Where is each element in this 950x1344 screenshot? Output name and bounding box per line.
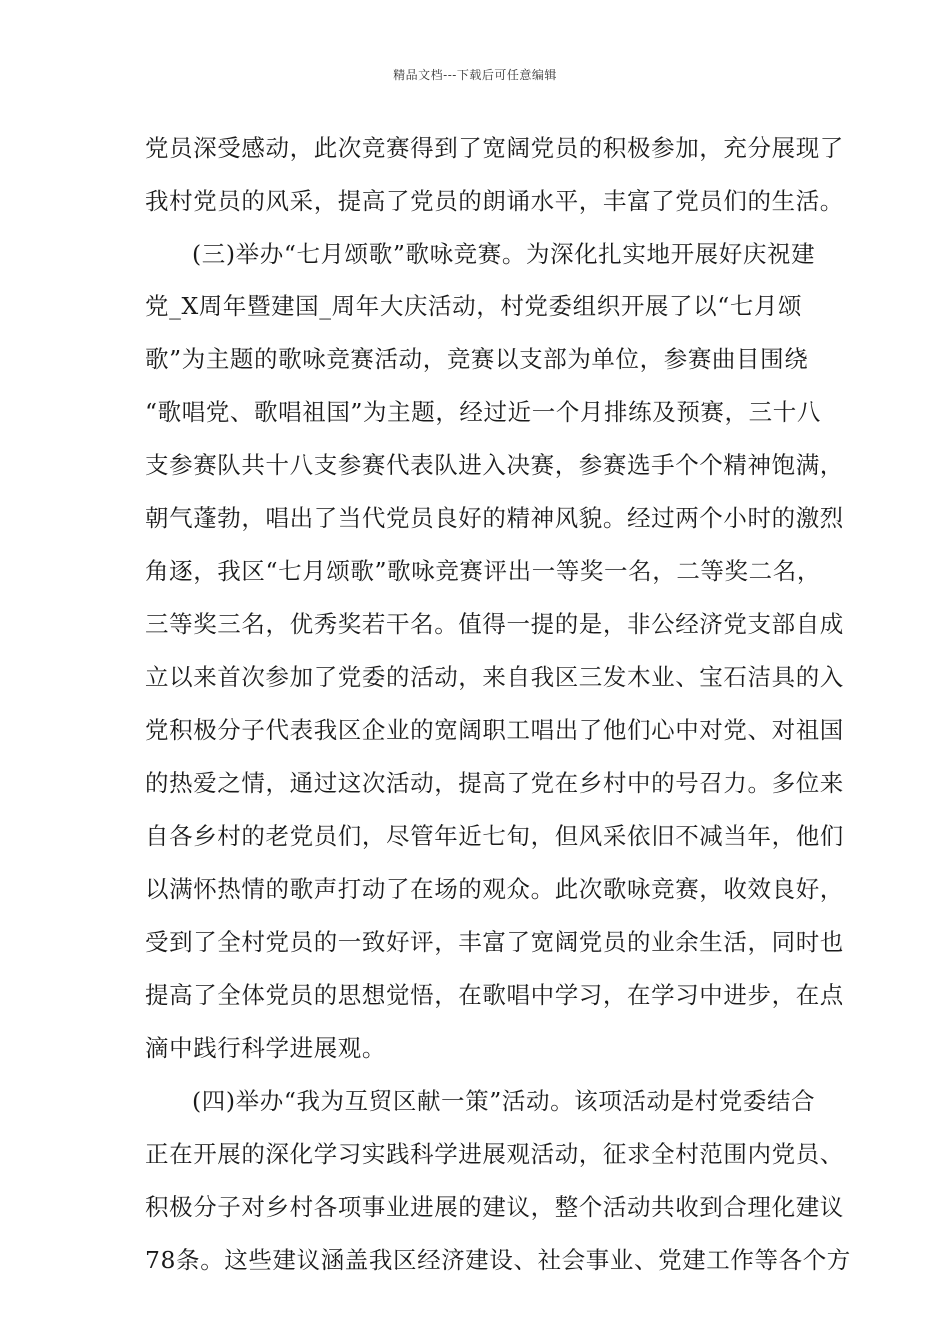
text-line: 自各乡村的老党员们，尽管年近七旬，但风采依旧不减当年，他们 [145, 822, 844, 850]
text-line: 我村党员的风采，提高了党员的朗诵水平，丰富了党员们的生活。 [145, 187, 844, 215]
text-line: 正在开展的深化学习实践科学进展观活动，征求全村范围内党员、 [145, 1140, 844, 1168]
paragraph-start-line: (三)举办“七月颂歌”歌咏竞赛。为深化扎实地开展好庆祝建 [192, 240, 816, 268]
page-header: 精品文档---下载后可任意编辑 [393, 68, 557, 82]
text-line: 角逐，我区“七月颂歌”歌咏竞赛评出一等奖一名，二等奖二名， [145, 557, 821, 585]
text-line: 党_X周年暨建国_周年大庆活动，村党委组织开展了以“七月颂 [145, 292, 803, 320]
text-line: 受到了全村党员的一致好评，丰富了宽阔党员的业余生活，同时也 [145, 928, 844, 956]
text-line: 支参赛队共十八支参赛代表队进入决赛，参赛选手个个精神饱满， [145, 451, 844, 479]
text-line: 三等奖三名，优秀奖若干名。值得一提的是，非公经济党支部自成 [145, 610, 844, 638]
text-line: 积极分子对乡村各项事业进展的建议，整个活动共收到合理化建议 [145, 1193, 844, 1221]
text-line: 党积极分子代表我区企业的宽阔职工唱出了他们心中对党、对祖国 [145, 716, 844, 744]
text-line: 朝气蓬勃，唱出了当代党员良好的精神风貌。经过两个小时的激烈 [145, 504, 844, 532]
text-line: 党员深受感动，此次竞赛得到了宽阔党员的积极参加，充分展现了 [145, 134, 844, 162]
text-line: 的热爱之情，通过这次活动，提高了党在乡村中的号召力。多位来 [145, 769, 844, 797]
text-line: “歌唱党、歌唱祖国”为主题，经过近一个月排练及预赛，三十八 [145, 398, 821, 426]
text-line: 78条。这些建议涵盖我区经济建设、社会事业、党建工作等各个方 [145, 1246, 851, 1274]
paragraph-start-line: (四)举办“我为互贸区献一策”活动。该项活动是村党委结合 [192, 1087, 816, 1115]
text-line: 立以来首次参加了党委的活动，来自我区三发木业、宝石洁具的入 [145, 663, 844, 691]
text-line: 歌”为主题的歌咏竞赛活动，竞赛以支部为单位，参赛曲目围绕 [145, 345, 809, 373]
text-line: 提高了全体党员的思想觉悟，在歌唱中学习，在学习中进步，在点 [145, 981, 844, 1009]
text-line: 滴中践行科学进展观。 [145, 1034, 386, 1062]
text-line: 以满怀热情的歌声打动了在场的观众。此次歌咏竞赛，收效良好， [145, 875, 844, 903]
